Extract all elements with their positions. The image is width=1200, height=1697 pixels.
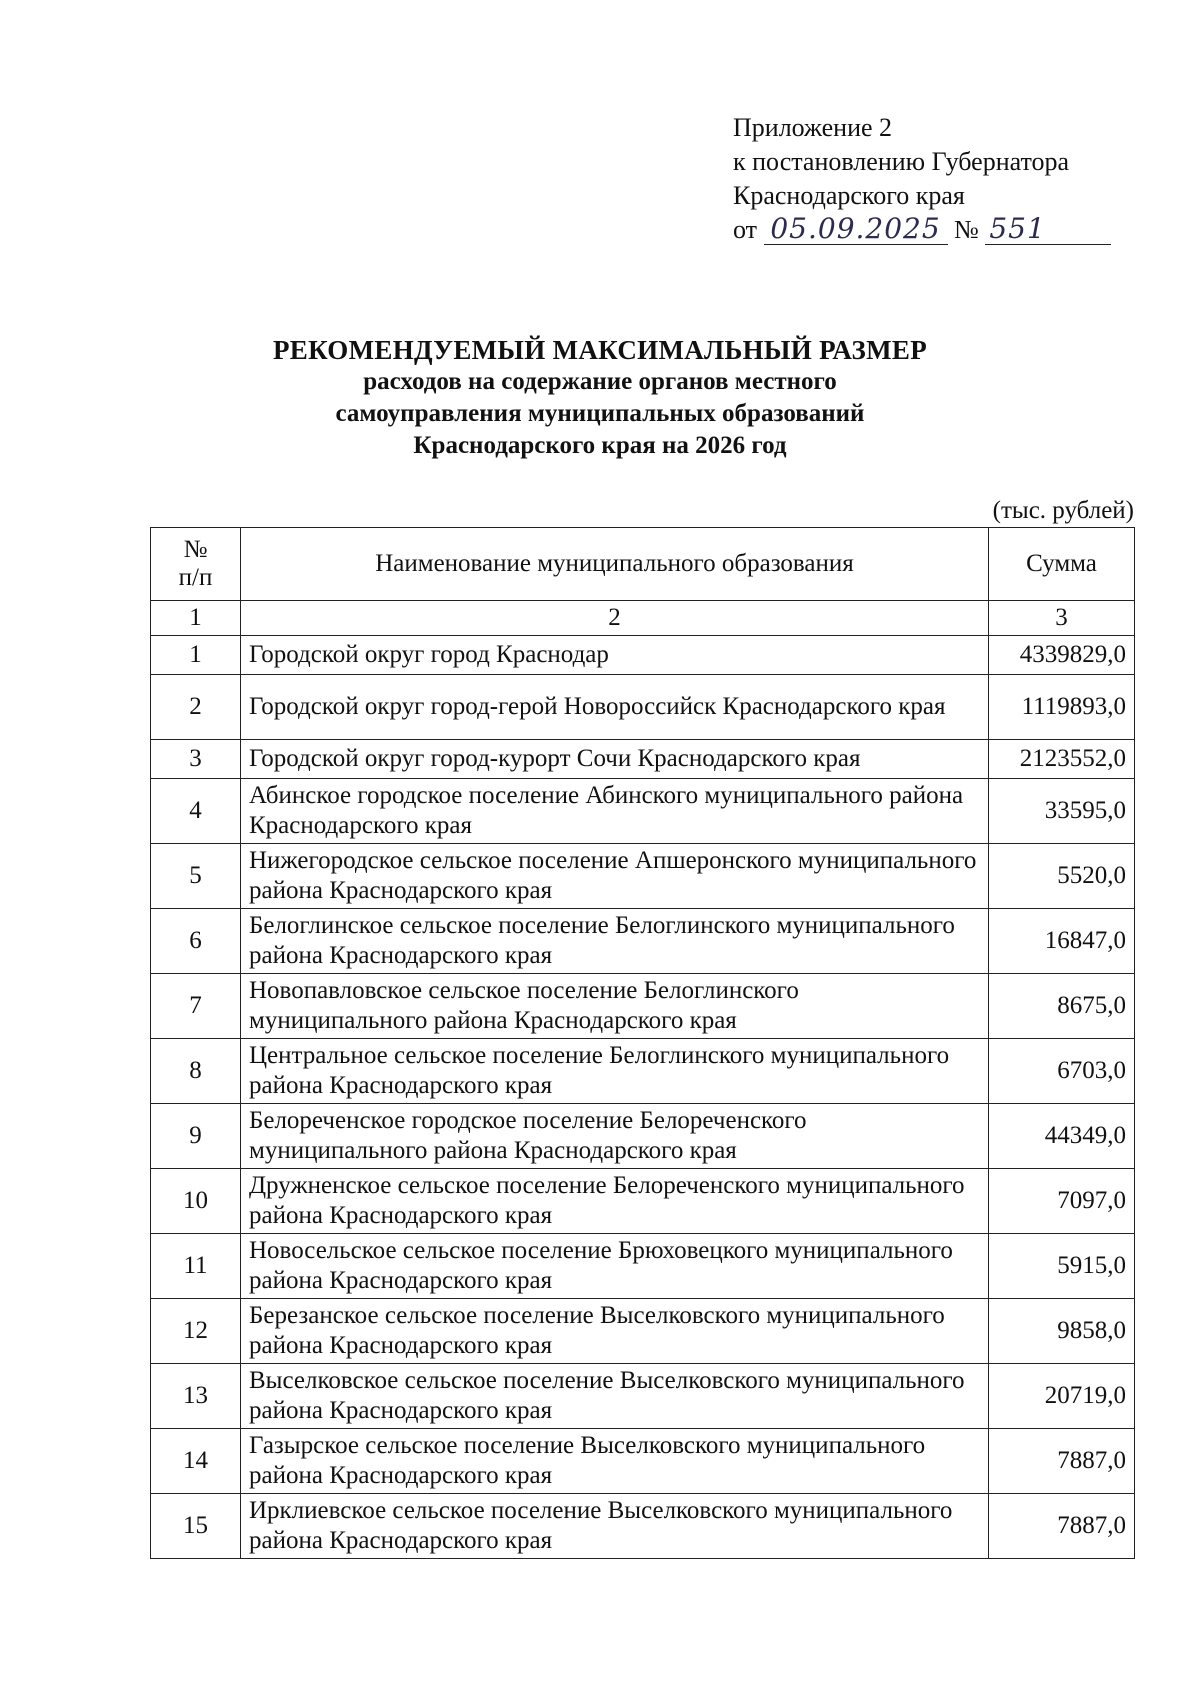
header-sum: Сумма: [989, 528, 1135, 601]
table-row: [151, 909, 1135, 974]
row-number: 3: [151, 740, 241, 779]
date-prefix: от: [733, 215, 758, 244]
header-number-abbr: п/п: [178, 564, 213, 591]
row-sum: 7097,0: [989, 1169, 1135, 1234]
row-name: Белоглинское сельское поселение Белоглинского муниципального района Краснодарского края: [241, 909, 989, 974]
header-number: [151, 528, 241, 601]
row-number: 7: [151, 974, 241, 1039]
table-row: [151, 844, 1135, 909]
row-number: 12: [151, 1299, 241, 1364]
column-index-3: 3: [989, 601, 1135, 636]
table-row: [151, 675, 1135, 740]
header-name: Наименование муниципального образования: [241, 528, 989, 601]
appendix-region: Краснодарского края: [733, 181, 965, 210]
row-number: 15: [151, 1494, 241, 1559]
expenses-table: [150, 527, 1135, 1559]
row-number: 5: [151, 844, 241, 909]
row-sum: 33595,0: [989, 779, 1135, 844]
row-number: 1: [151, 636, 241, 675]
row-name: Абинское городское поселение Абинского муниципального района Краснодарского края: [241, 779, 989, 844]
row-sum: 20719,0: [989, 1364, 1135, 1429]
appendix-block: [733, 111, 1111, 247]
row-number: 4: [151, 779, 241, 844]
table-row: [151, 1234, 1135, 1299]
table-row: [151, 1169, 1135, 1234]
title-sub-2: самоуправления муниципальных образований: [335, 400, 865, 427]
row-sum: 2123552,0: [989, 740, 1135, 779]
row-sum: 1119893,0: [989, 675, 1135, 740]
row-number: 14: [151, 1429, 241, 1494]
row-number: 9: [151, 1104, 241, 1169]
table-row: [151, 1364, 1135, 1429]
title-sub-3: Краснодарского края на 2026 год: [413, 432, 787, 459]
row-sum: 44349,0: [989, 1104, 1135, 1169]
table-row: [151, 1429, 1135, 1494]
row-name: Городской округ город-курорт Сочи Краснодарского края: [241, 740, 989, 779]
row-number: 8: [151, 1039, 241, 1104]
handwritten-number: 551: [985, 214, 1111, 245]
row-sum: 9858,0: [989, 1299, 1135, 1364]
row-sum: 5520,0: [989, 844, 1135, 909]
handwritten-date: 05.09.2025: [764, 214, 948, 245]
appendix-date-line: [733, 213, 1111, 247]
row-number: 11: [151, 1234, 241, 1299]
header-number-sign: №: [183, 536, 208, 563]
document-title: [0, 334, 1200, 462]
row-name: Белореченское городское поселение Белореченского муниципального района Краснодарского края: [241, 1104, 989, 1169]
table-row: [151, 974, 1135, 1039]
row-number: 6: [151, 909, 241, 974]
table-row: [151, 1104, 1135, 1169]
number-prefix: №: [954, 215, 979, 244]
row-number: 13: [151, 1364, 241, 1429]
row-name: Новопавловское сельское поселение Белоглинского муниципального района Краснодарского края: [241, 974, 989, 1039]
row-sum: 6703,0: [989, 1039, 1135, 1104]
title-main: РЕКОМЕНДУЕМЫЙ МАКСИМАЛЬНЫЙ РАЗМЕР: [273, 335, 927, 365]
column-index-row: [151, 601, 1135, 636]
table-header-row: [151, 528, 1135, 601]
table-row: [151, 779, 1135, 844]
row-name: Дружненское сельское поселение Белореченского муниципального района Краснодарского края: [241, 1169, 989, 1234]
appendix-decree: к постановлению Губернатора: [733, 147, 1070, 176]
table-row: [151, 1039, 1135, 1104]
row-name: Центральное сельское поселение Белоглинского муниципального района Краснодарского края: [241, 1039, 989, 1104]
row-name: Новосельское сельское поселение Брюховецкого муниципального района Краснодарского края: [241, 1234, 989, 1299]
row-name: Нижегородское сельское поселение Апшеронского муниципального района Краснодарского края: [241, 844, 989, 909]
row-name: Выселковское сельское поселение Выселковского муниципального района Краснодарского края: [241, 1364, 989, 1429]
row-number: 2: [151, 675, 241, 740]
row-name: Ирклиевское сельское поселение Выселковского муниципального района Краснодарского края: [241, 1494, 989, 1559]
row-sum: 16847,0: [989, 909, 1135, 974]
table-row: [151, 1494, 1135, 1559]
title-sub-1: расходов на содержание органов местного: [363, 368, 837, 395]
row-name: Березанское сельское поселение Выселковского муниципального района Краснодарского края: [241, 1299, 989, 1364]
unit-label: (тыс. рублей): [992, 497, 1134, 524]
table-row: [151, 636, 1135, 675]
row-sum: 7887,0: [989, 1429, 1135, 1494]
table-row: [151, 1299, 1135, 1364]
row-number: 10: [151, 1169, 241, 1234]
column-index-1: 1: [151, 601, 241, 636]
appendix-title: Приложение 2: [733, 113, 893, 142]
row-sum: 7887,0: [989, 1494, 1135, 1559]
row-name: Газырское сельское поселение Выселковского муниципального района Краснодарского края: [241, 1429, 989, 1494]
table-row: [151, 740, 1135, 779]
row-name: Городской округ город-герой Новороссийск Краснодарского края: [241, 675, 989, 740]
row-sum: 8675,0: [989, 974, 1135, 1039]
column-index-2: 2: [241, 601, 989, 636]
row-sum: 4339829,0: [989, 636, 1135, 675]
row-sum: 5915,0: [989, 1234, 1135, 1299]
row-name: Городской округ город Краснодар: [241, 636, 989, 675]
